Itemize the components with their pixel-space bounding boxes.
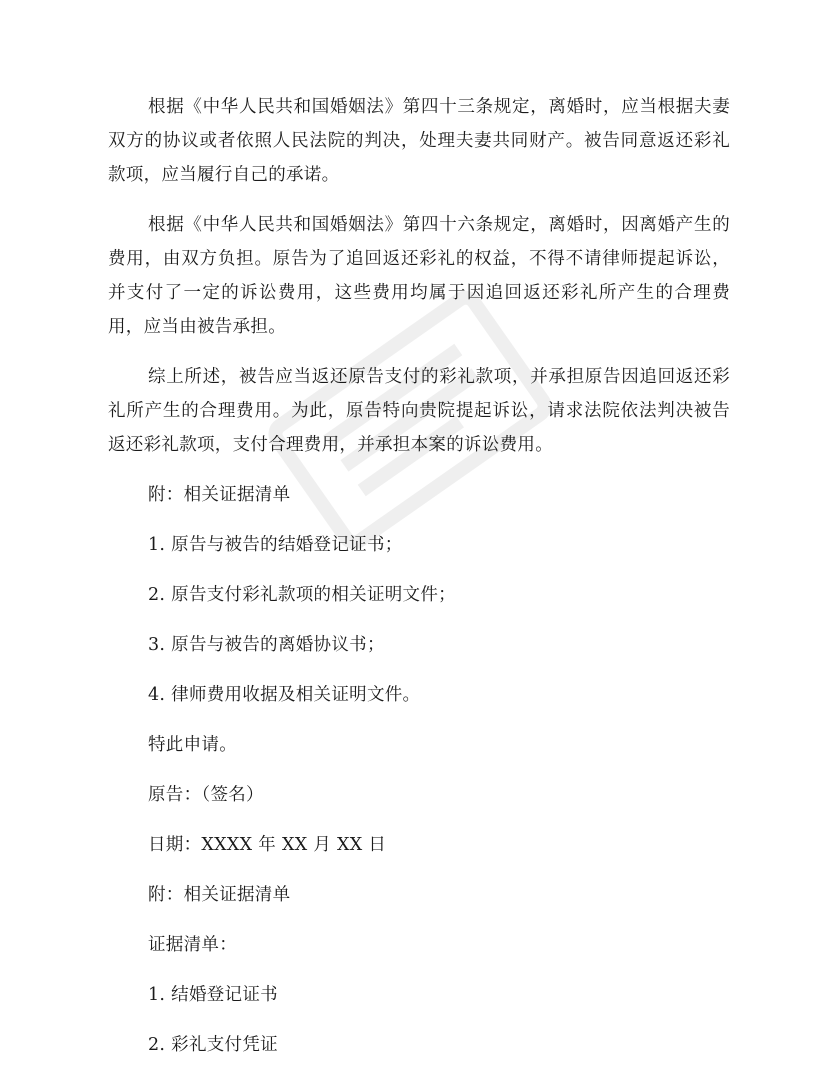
closing-line: 特此申请。 [148,735,237,755]
body-paragraph-1: 根据《中华人民共和国婚姻法》第四十三条规定，离婚时，应当根据夫妻双方的协议或者依照人民法院的判决，处理夫妻共同财产。被告同意返还彩礼款项，应当履行自己的承诺。 [108,97,730,185]
evidence-item: 2. 原告支付彩礼款项的相关证明文件； [148,585,456,605]
evidence-list-title: 证据清单： [148,935,237,955]
evidence-item: 4. 律师费用收据及相关证明文件。 [148,685,421,705]
body-paragraph-3: 综上所述，被告应当返还原告支付的彩礼款项，并承担原告因追回返还彩礼所产生的合理费用。为此，原告特向贵院提起诉讼，请求法院依法判决被告返还彩礼款项，支付合理费用，并承担本案的诉讼费用。 [108,367,730,455]
evidence-list-item: 2. 彩礼支付凭证 [148,1035,278,1055]
attachment-heading: 附：相关证据清单 [148,485,291,505]
attachment-heading-2: 附：相关证据清单 [148,885,291,905]
document-page [108,90,730,1078]
evidence-item: 1. 原告与被告的结婚登记证书； [148,535,403,555]
plaintiff-signature: 原告：（签名） [148,785,264,805]
evidence-item: 3. 原告与被告的离婚协议书； [148,635,385,655]
evidence-list-item: 1. 结婚登记证书 [148,985,278,1005]
date-line: 日期：XXXX 年 XX 月 XX 日 [148,835,387,855]
body-paragraph-2: 根据《中华人民共和国婚姻法》第四十六条规定，离婚时，因离婚产生的费用，由双方负担。原告为了追回返还彩礼的权益，不得不请律师提起诉讼，并支付了一定的诉讼费用，这些费用均属于因追回返还彩礼所产生的合理费用，应当由被告承担。 [108,215,730,337]
